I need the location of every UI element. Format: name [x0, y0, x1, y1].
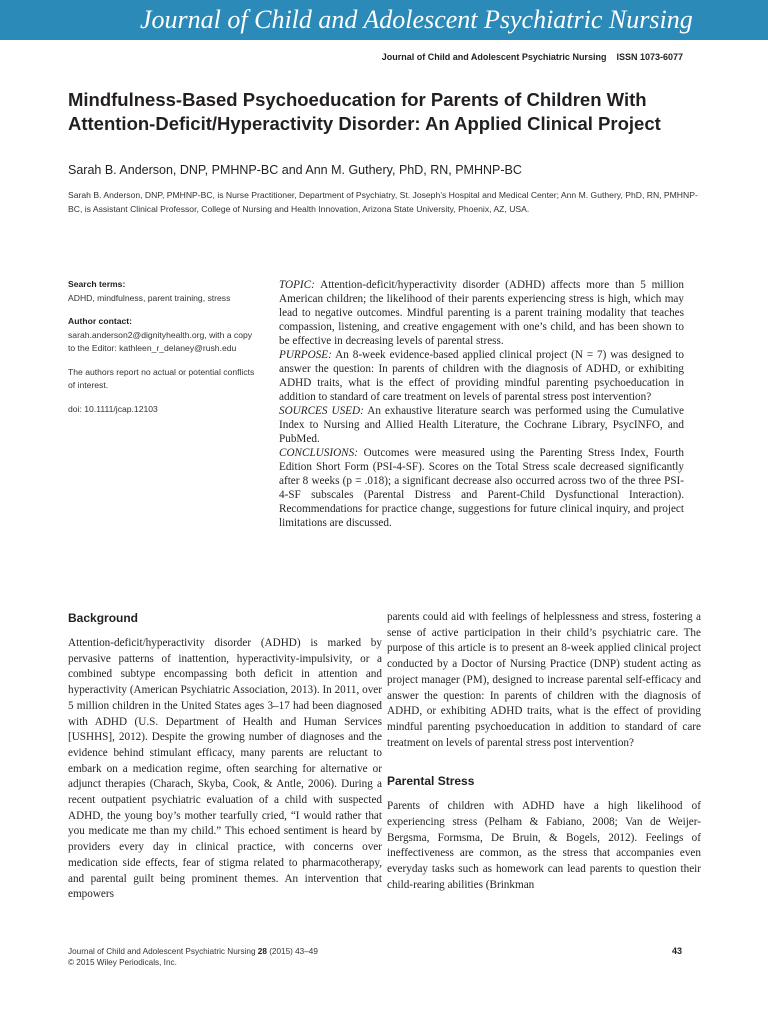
article-title: Mindfulness-Based Psychoeducation for Parents of Children With Attention-Deficit/Hyperactivity Disorder: An Applied Clinical Project: [68, 89, 661, 134]
footer-copyright: © 2015 Wiley Periodicals, Inc.: [68, 958, 177, 967]
body-column-left: [68, 610, 382, 903]
article-sidebar: [68, 278, 258, 426]
abstract-sources: [279, 404, 684, 446]
author-contact-label: Author contact:: [68, 316, 132, 326]
purpose-heading: PURPOSE:: [279, 349, 332, 361]
conclusions-heading: CONCLUSIONS:: [279, 447, 358, 459]
footer-citation: [68, 946, 318, 968]
footer-pages: (2015) 43–49: [269, 947, 318, 956]
sources-heading: SOURCES USED:: [279, 405, 364, 417]
search-terms: ADHD, mindfulness, parent training, stress: [68, 292, 231, 303]
author-affiliation: Sarah B. Anderson, DNP, PMHNP-BC, is Nurse Practitioner, Department of Psychiatry, St. Joseph’s Hospital and Medical Center; Ann M. Guthery, PhD, RN, PMHNP-BC, is Assistant Clinical Professor, College of Nursing and Health Innovation, Arizona State University, Phoenix, AZ, USA.: [68, 190, 698, 214]
parental-stress-paragraph: Parents of children with ADHD have a high likelihood of experiencing stress (Pelham & Fabiano, 2008; Van de Weijer-Bergsma, Formsma, De Bruin, & Bogels, 2012). Feelings of ineffectiveness are common, as the stress that accompanies even everyday tasks such as homework can lead parents to question their child-rearing abilities (Brinkman: [387, 800, 701, 891]
section-heading-background: Background: [68, 611, 139, 625]
footer-volume: 28: [257, 947, 267, 956]
author-contact: sarah.anderson2@dignityhealth.org, with a copy to the Editor: kathleen_r_delaney@rush.edu: [68, 329, 253, 353]
article-authors: Sarah B. Anderson, DNP, PMHNP-BC and Ann M. Guthery, PhD, RN, PMHNP-BC: [68, 163, 522, 177]
conclusions-text: Outcomes were measured using the Parenting Stress Index, Fourth Edition Short Form (PSI-4-SF). Scores on the Total Stress scale decreased significantly after 8 weeks (p = .018); a significant decrease also occurred across two of the three PSI-4-SF subscales (Parental Distress and Parent-Child Dysfunctional Interaction). Recommendations for practice change, suggestions for future clinical inquiry, and project limitations are discussed.: [279, 447, 684, 529]
page-number: 43: [671, 946, 682, 956]
purpose-text: An 8-week evidence-based applied clinical project (N = 7) was designed to answer the question: In parents of children with the diagnosis of ADHD, or exhibiting ADHD traits, what is the effect of providing mindful parenting psychoeducation in addition to standard of care treatment on levels of parental stress post intervention?: [279, 349, 684, 403]
background-paragraph: Attention-deficit/hyperactivity disorder (ADHD) is marked by pervasive patterns of inattention, hyperactivity-impulsivity, or a combined subtype encompassing both deficit in attention and hyperactivity (American Psychiatric Association, 2013). In 2011, over 5 million children in the United States ages 3–17 had been diagnosed with ADHD (U.S. Department of Health and Human Services [USHHS], 2012). Despite the growing number of diagnoses and the evidence behind stimulant efficacy, many parents are reluctant to embark on a medication regime, often searching for alternative or adjunct therapies (Charach, Skyba, Cook, & Antle, 2006). During a recent outpatient psychiatric evaluation of a child with suspected ADHD, the young boy’s mother tearfully cried, “I would rather that you medicate me than my child.” This echoed sentiment is heard by providers every day in clinical practice, with concerns over medication side effects, fear of stigma related to pharmacotherapy, and parental guilt being prominent themes. An intervention that empowers: [68, 637, 382, 901]
doi: doi: 10.1111/jcap.12103: [68, 403, 158, 414]
footer-journal: Journal of Child and Adolescent Psychiatric Nursing: [68, 947, 256, 956]
header-journal-name: Journal of Child and Adolescent Psychiatric Nursing: [381, 52, 607, 62]
sources-text: An exhaustive literature search was performed using the Cumulative Index to Nursing and Allied Health Literature, the Cochrane Library, PsycINFO, and PubMed.: [279, 405, 684, 445]
conflict-statement: The authors report no actual or potential conflicts of interest.: [68, 366, 255, 390]
running-header: [382, 52, 683, 62]
topic-text: Attention-deficit/hyperactivity disorder (ADHD) affects more than 5 million American children; the likelihood of their parents experiencing stress is high, which may lead to negative outcomes. Mindful parenting is a parent training modality that teaches compassion, listening, and creative engagement with one’s child, and has been shown to be effective in decreasing levels of parental stress.: [279, 279, 684, 347]
purpose-paragraph: parents could aid with feelings of helplessness and stress, fostering a sense of active participation in their child’s psychiatric care. The purpose of this article is to present an 8-week applied clinical project conducted by a Doctor of Nursing Practice (DNP) student acting as project manager (PM), designed to increase parental self-efficacy and answer the question: In parents of children with the diagnosis of ADHD, or exhibiting ADHD traits, what is the effect of providing mindful parenting psychoeducation in addition to standard of care treatment on levels of parental stress post intervention?: [387, 611, 701, 749]
search-terms-label: Search terms:: [68, 279, 126, 289]
topic-heading: TOPIC:: [279, 279, 315, 291]
abstract: [279, 278, 684, 530]
header-issn: ISSN 1073-6077: [616, 52, 683, 62]
abstract-topic: [279, 278, 684, 348]
abstract-purpose: [279, 348, 684, 404]
journal-banner: Journal of Child and Adolescent Psychiatric Nursing: [0, 0, 768, 40]
body-column-right: [387, 610, 701, 894]
section-heading-parental-stress: Parental Stress: [387, 774, 475, 789]
abstract-conclusions: [279, 446, 684, 530]
